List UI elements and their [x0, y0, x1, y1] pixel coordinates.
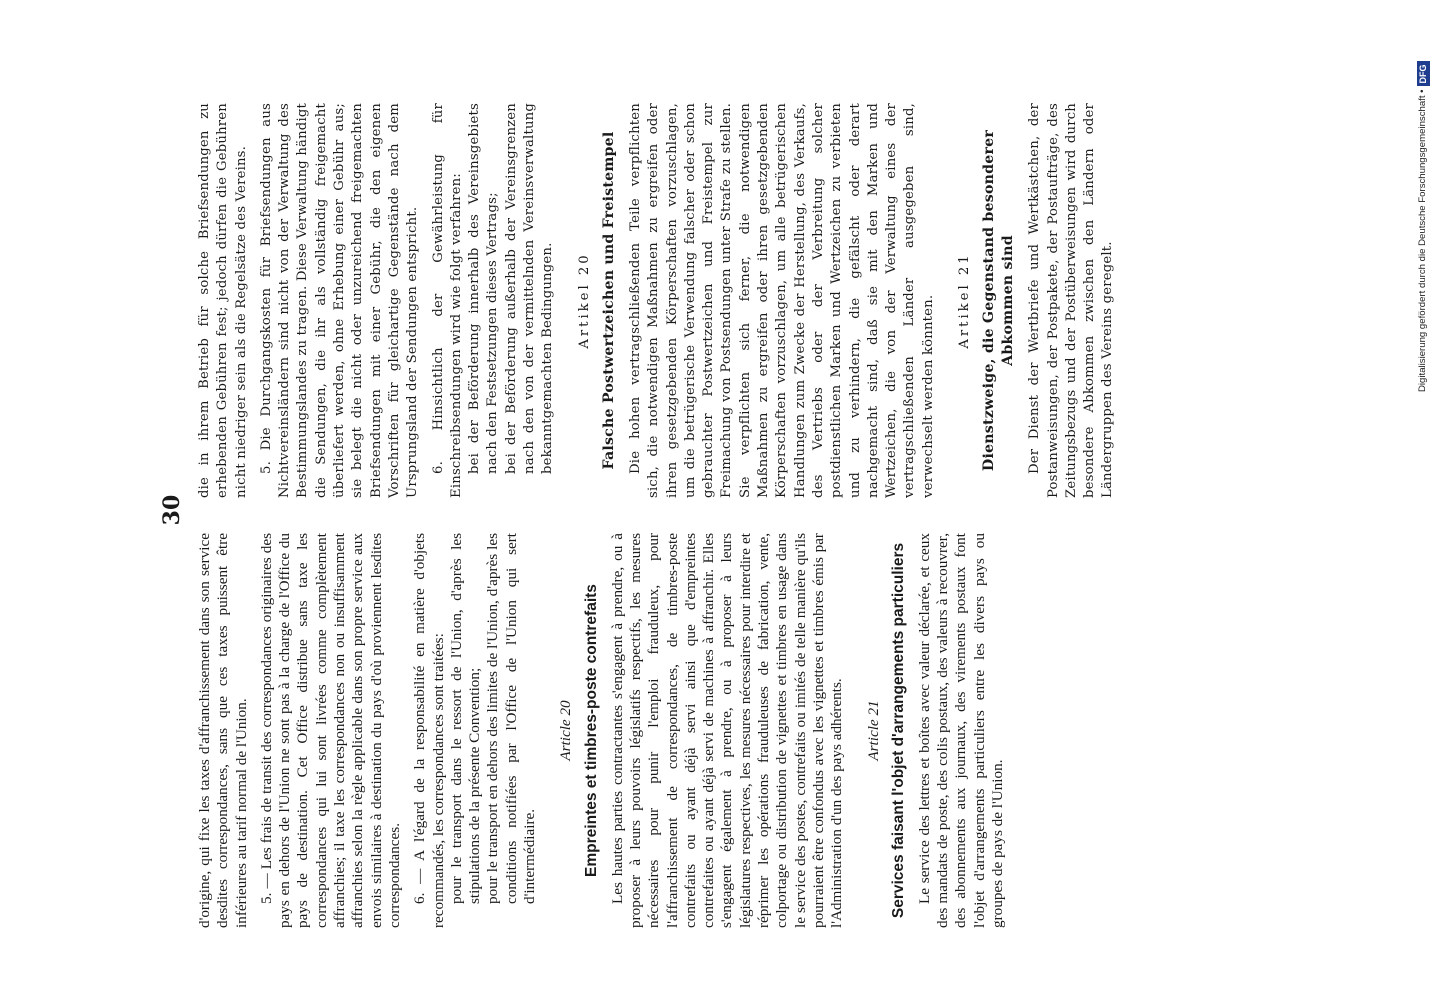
dfg-logo: DFG — [1417, 61, 1430, 86]
rotated-page-content — [160, 80, 1120, 940]
de-paragraph-6b: bei der Beförderung außerhalb der Vereinsgrenzen nach den von der vermittelnden Vereinsverwaltung bekanntgemachten Bedingungen. — [503, 103, 556, 474]
fr-paragraph-6: 6. — A l'égard de la responsabilité en matière d'objets recommandés, les correspondances sont traitées: — [411, 533, 447, 928]
de-article-20-label: Artikel 20 — [576, 252, 592, 349]
fr-paragraph-6b: pour le transport en dehors des limites de l'Union, d'après les conditions notifiées par l'Office de l'Union qui sert d'intermédiaire. — [484, 533, 539, 904]
fr-article-21-title: Services faisant l'objet d'arrangements particuliers — [889, 542, 907, 919]
de-article-20-text: Die hohen vertragschließenden Teile verpflichten sich, die notwendigen Maßnahmen zu ergreifen oder ihren gesetzgebenden Körperschaften vorzuschlagen, um die betrügerische Verwendung falscher oder schon gebrauchter Postwertzeichen und Freistempel zur Freimachung von Postsendungen unter Strafe zu stellen. Sie verpflichten sich ferner, die notwendigen Maßnahmen zu ergreifen oder ihren gesetzgebenden Körperschaften vorzuschlagen, um alle betrügerischen Handlungen zum Zwecke der Herstellung, des Verkaufs, des Vertriebs oder der Verbreitung solcher postdienstlichen Marken und Wertzeichen zu verbieten und zu verhindern, die gefälscht oder derart nachgemacht sind, daß sie mit den Marken und Wertzeichen, die von der Verwaltung eines der vertragschließenden Länder ausgegeben sind, verwechselt werden könnten. — [627, 103, 936, 498]
de-article-21-label: Artikel 21 — [956, 252, 972, 349]
german-column — [196, 103, 1118, 498]
fr-article-20-text: Les hautes parties contractantes s'engagent à prendre, ou à proposer à leurs pouvoirs législatifs respectifs, les mesures nécessaires pour punir l'emploi frauduleux, pour l'affranchissement de correspondances, de timbres-poste contrefaits ou ayant déjà servi ainsi que d'empreintes contrefaites ou ayant déjà servi de machines à affranchir. Elles s'engagent également à prendre, ou à proposer à leurs législatures respectives, les mesures nécessaires pour interdire et réprimer les opérations frauduleuses de fabrication, vente, colportage ou distribution de vignettes et timbres en usage dans le service des postes, contrefaits ou imités de telle manière qu'ils pourraient être confondus avec les vignettes et timbres émis par l'Administration d'un des pays adhérents. — [608, 533, 846, 928]
fr-article-21-label: Article 21 — [864, 700, 882, 761]
fr-article-20-label: Article 20 — [557, 700, 575, 761]
fr-article-20-title: Empreintes et timbres-poste contrefaits — [582, 584, 600, 877]
de-article-20-title: Falsche Postwertzeichen und Freistempel — [600, 131, 617, 470]
digitization-credit — [1416, 0, 1430, 392]
fr-paragraph-origin: d'origine, qui fixe les taxes d'affranchissement dans son service desdites correspondances, sans que ces taxes puissent être inférieures au tarif normal de l'Union. — [196, 533, 250, 928]
de-paragraph-6a: bei der Beförderung innerhalb des Vereinsgebiets nach den Festsetzungen dieses Vertrags; — [467, 103, 501, 474]
french-column — [196, 533, 1007, 928]
page-number: 30 — [159, 494, 185, 526]
fr-paragraph-6a: pour le transport dans le ressort de l'Union, d'après les stipulations de la présente Convention; — [447, 533, 484, 904]
fr-article-21-text: Le service des lettres et boîtes avec valeur déclarée, et ceux des mandats de poste, des colis postaux, des valeurs à recouvrer, des abonnements aux journaux, des virements postaux font l'objet d'arrangements particuliers entre les divers pays ou groupes de pays de l'Union. — [915, 533, 1006, 928]
de-article-21-text: Der Dienst der Wertbriefe und Wertkästchen, der Postanweisungen, der Postpakete, der Postaufträge, des Zeitungsbezugs und der Postüberweisungen wird durch besondere Abkommen zwischen den Ländern oder Ländergruppen des Vereins geregelt. — [1027, 103, 1116, 498]
fr-paragraph-5: 5. — Les frais de transit des correspondances originaires des pays en dehors de l'Union ne sont pas à la charge de l'Office du pays de destination. Cet Office distribue sans taxe les correspondances qui lui sont livrées comme complètement affranchies; il taxe les correspondances non ou insuffisamment affranchies selon la règle applicable dans son propre service aux envois similaires à destination du pays d'où proviennent lesdites correspondances. — [257, 533, 403, 928]
de-paragraph-6: 6. Hinsichtlich der Gewährleistung für Einschreibsendungen wird wie folgt verfahren: — [430, 103, 464, 498]
de-article-21-title: Dienstzweige, die Gegenstand besonderer Abkommen sind — [981, 129, 1017, 472]
credit-text: Digitalisierung gefördert durch die Deutsche Forschungsgemeinschaft • — [1417, 89, 1428, 392]
de-paragraph-betrieb: die in ihrem Betrieb für solche Briefsendungen zu erhebenden Gebühren fest; jedoch dürfen die Gebühren nicht niedriger sein als die Regelsätze des Vereins. — [197, 103, 249, 498]
de-paragraph-5: 5. Die Durchgangskosten für Briefsendungen aus Nichtvereinsländern sind nicht von der Verwaltung des Bestimmungslandes zu tragen. Diese Verwaltung händigt die Sendungen, die ihr als vollständig freigemacht überliefert werden, ohne Erhebung einer Gebühr aus; sie belegt die nicht oder unzureichend freigemachten Briefsendungen mit einer Gebühr, die den eigenen Vorschriften für gleichartige Gegenstände nach dem Ursprungsland der Sendungen entspricht. — [258, 103, 421, 498]
